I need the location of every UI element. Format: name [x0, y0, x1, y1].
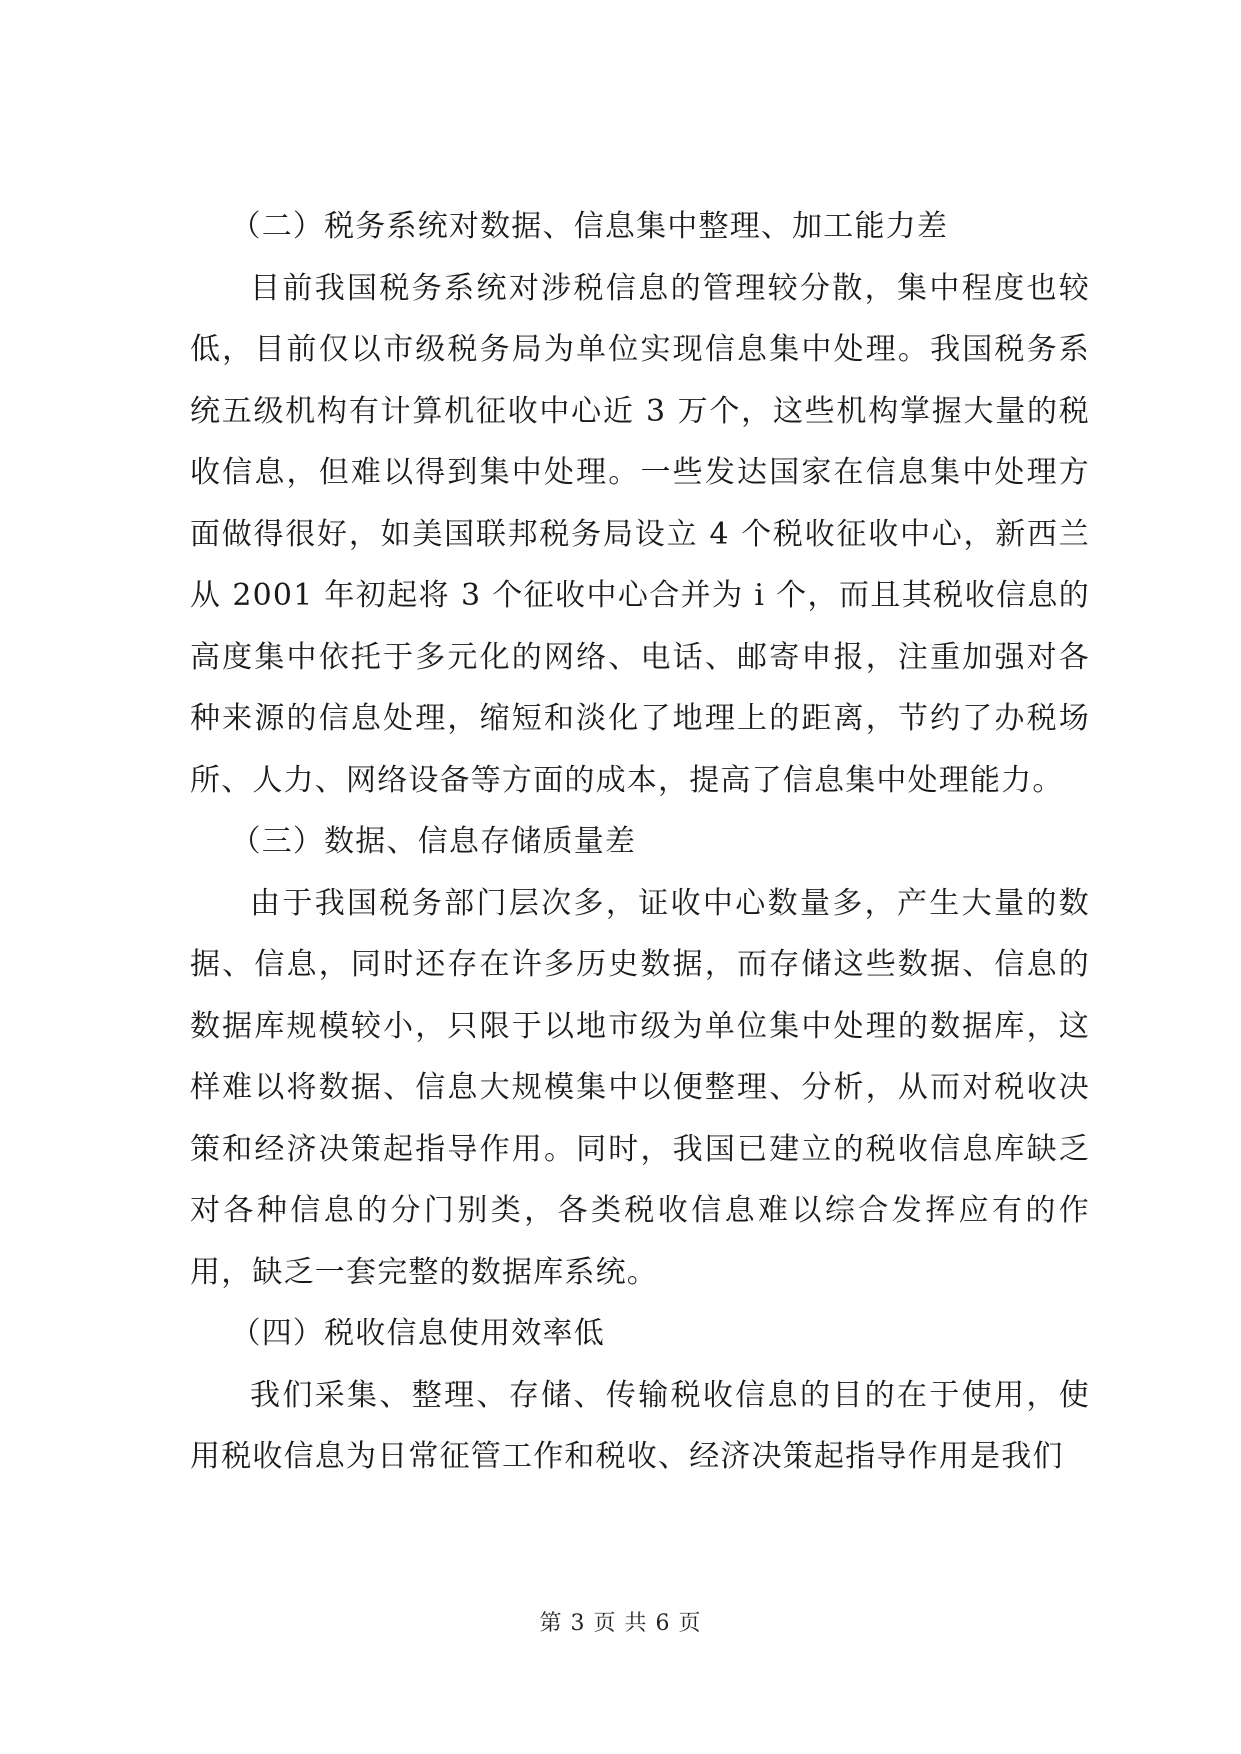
document-body [190, 196, 1090, 1488]
section-heading: （三）数据、信息存储质量差 [230, 824, 637, 859]
page-number-footer: 第 3 页 共 6 页 [539, 1611, 702, 1636]
body-paragraph: 目前我国税务系统对涉税信息的管理较分散，集中程度也较低，目前仅以市级税务局为单位实现信息集中处理。我国税务系统五级机构有计算机征收中心近 3 万个，这些机构掌握大量的税收信息，但难以得到集中处理。一些发达国家在信息集中处理方面做得很好，如美国联邦税务局设立 4 个税收征收中心，新西兰从 2001 年初起将 3 个征收中心合并为 i 个，而且其税收信息的高度集中依托于多元化的网络、电话、邮寄申报，注重加强对各种来源的信息处理，缩短和淡化了地理上的距离，节约了办税场所、人力、网络设备等方面的成本，提高了信息集中处理能力。 [190, 270, 1090, 798]
body-paragraph: 我们采集、整理、存储、传输税收信息的目的在于使用，使用税收信息为日常征管工作和税收、经济决策起指导作用是我们 [190, 1377, 1090, 1474]
section-heading: （四）税收信息使用效率低 [230, 1316, 605, 1351]
body-paragraph: 由于我国税务部门层次多，证收中心数量多，产生大量的数据、信息，同时还存在许多历史数据，而存储这些数据、信息的数据库规模较小，只限于以地市级为单位集中处理的数据库，这样难以将数据、信息大规模集中以便整理、分析，从而对税收决策和经济决策起指导作用。同时，我国已建立的税收信息库缺乏对各种信息的分门别类，各类税收信息难以综合发挥应有的作用，缺乏一套完整的数据库系统。 [190, 885, 1090, 1290]
section-heading: （二）税务系统对数据、信息集中整理、加工能力差 [230, 209, 949, 244]
